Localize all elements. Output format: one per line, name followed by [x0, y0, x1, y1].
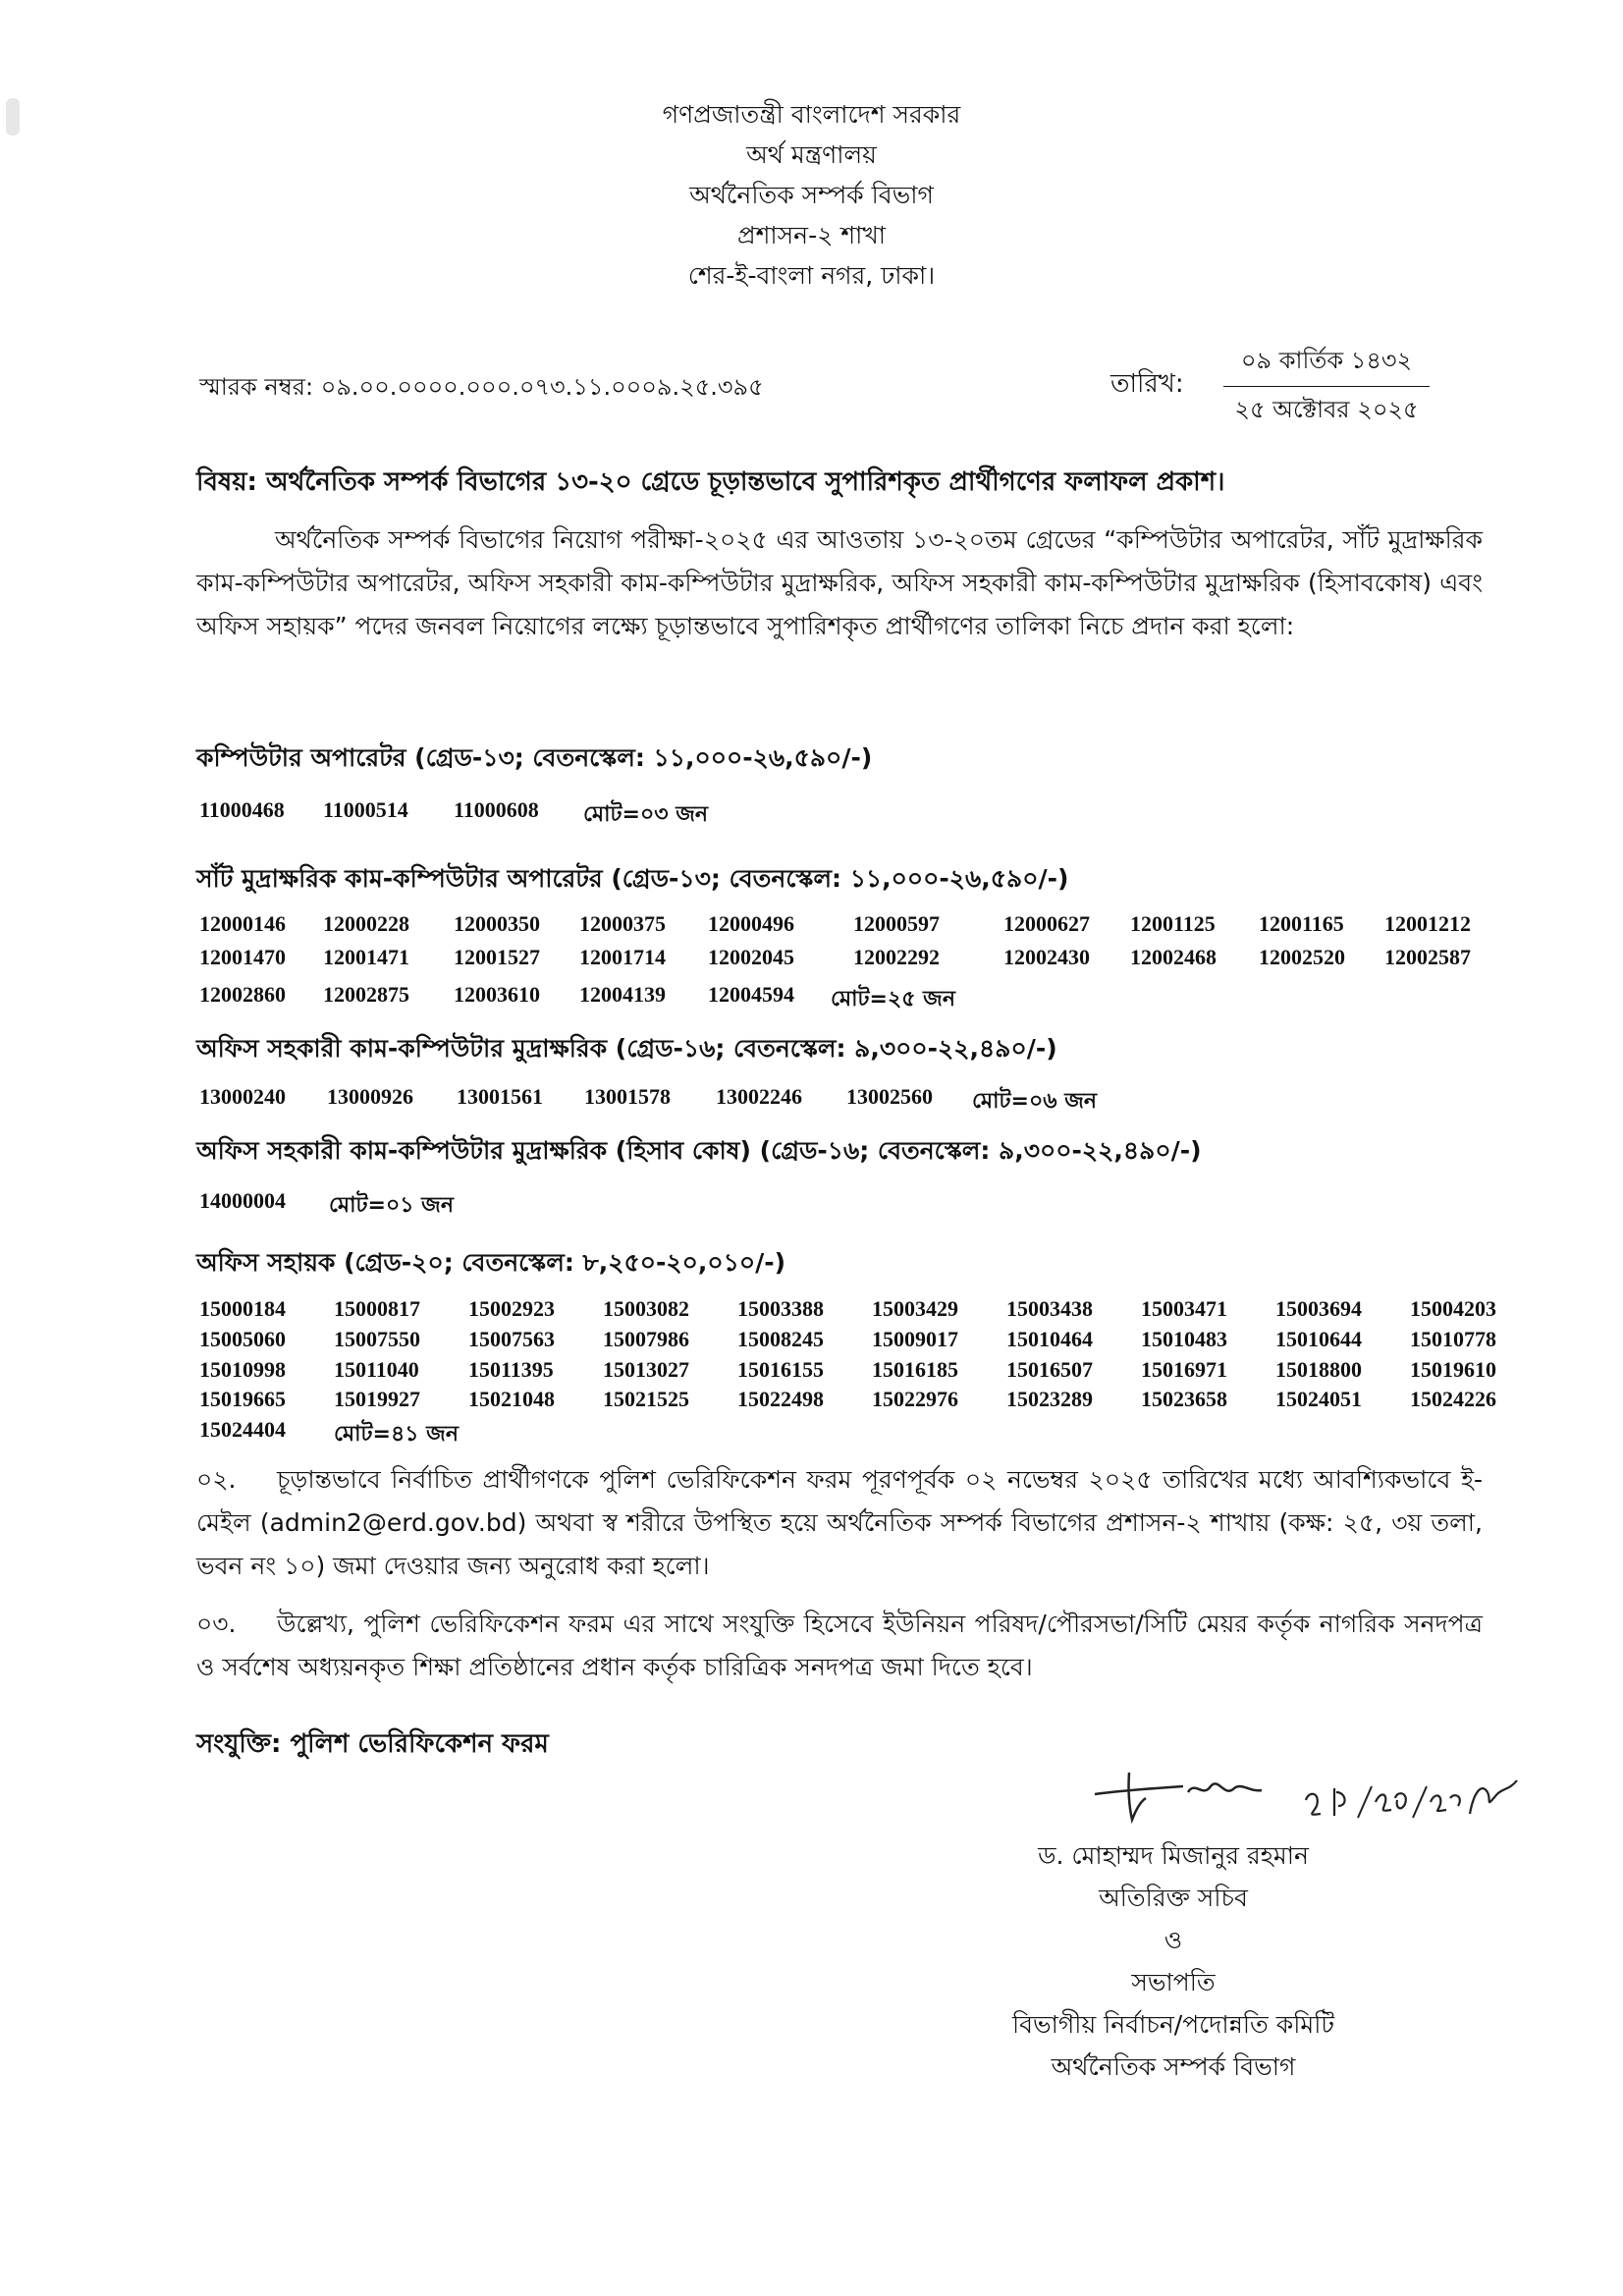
- roll-number: 15007563: [468, 1327, 555, 1351]
- roll-number: 15007986: [603, 1327, 689, 1351]
- date-english: ২৫ অক্টোবর ২০২৫: [1234, 396, 1419, 423]
- section-title-office-helper: অফিস সহায়ক (গ্রেড-২০; বেতনস্কেল: ৮,২৫০-২০,০১০/-): [196, 1248, 786, 1277]
- roll-number: 15003082: [603, 1296, 689, 1321]
- roll-number: 15003429: [872, 1296, 958, 1321]
- section-total: মোট=২৫ জন: [831, 987, 955, 1011]
- roll-number: 12001471: [323, 945, 409, 969]
- signatory-designation: অতিরিক্ত সচিব: [1099, 1884, 1248, 1912]
- roll-number: 15019927: [334, 1387, 420, 1411]
- attachment-line: সংযুক্তি: পুলিশ ভেরিফিকেশন ফরম: [196, 1729, 549, 1759]
- roll-row: [199, 1417, 459, 1453]
- roll-number: 13000926: [327, 1084, 413, 1109]
- paragraph-number: ০২.: [196, 1465, 237, 1494]
- roll-number: 12000597: [853, 911, 940, 936]
- roll-number: 15022976: [872, 1387, 958, 1411]
- roll-number: 15009017: [872, 1327, 958, 1351]
- roll-row: [199, 945, 1471, 970]
- roll-number: 12002860: [199, 982, 286, 1007]
- paragraph-text: উল্লেখ্য, পুলিশ ভেরিফিকেশন ফরম এর সাথে সংযুক্তি হিসেবে ইউনিয়ন পরিষদ/পৌরসভা/সিটি মেয়র কর্তৃক নাগরিক সনদপত্র ও সর্বশেষ অধ্যয়নকৃত শিক্ষা প্রতিষ্ঠানের প্রধান কর্তৃক চারিত্রিক সনদপত্র জমা দিতে হবে।: [196, 1610, 1483, 1681]
- roll-number: 15011040: [334, 1357, 419, 1382]
- roll-number: 15022498: [737, 1387, 824, 1411]
- roll-row: [199, 911, 1471, 937]
- section-total: মোট=০১ জন: [329, 1193, 454, 1218]
- date-label: তারিখ:: [1110, 369, 1184, 399]
- roll-number: 12000627: [1003, 911, 1090, 936]
- memo-number: স্মারক নম্বর: ০৯.০০.০০০০.০০০.০৭৩.১১.০০০৯.২৫.৩৯৫: [199, 373, 764, 401]
- roll-row: [199, 1357, 1496, 1383]
- letterhead: [0, 94, 1623, 296]
- roll-number: 15021048: [468, 1387, 555, 1411]
- roll-number: 15010998: [199, 1357, 286, 1382]
- roll-number: 13001561: [457, 1084, 543, 1109]
- roll-number: 12004139: [579, 982, 666, 1007]
- section-total: মোট=৪১ জন: [334, 1422, 459, 1447]
- roll-number: 15010644: [1275, 1327, 1362, 1351]
- roll-number: 12001527: [454, 945, 540, 969]
- roll-row: [199, 797, 708, 834]
- roll-number: 15003694: [1275, 1296, 1362, 1321]
- roll-number: 12002520: [1259, 945, 1345, 969]
- roll-number: 13000240: [199, 1084, 286, 1109]
- roll-number: 15016155: [737, 1357, 824, 1382]
- roll-number: 12001165: [1259, 911, 1344, 936]
- roll-number: 11000514: [323, 797, 408, 822]
- roll-number: 13002246: [716, 1084, 802, 1109]
- roll-number: 13002560: [846, 1084, 933, 1109]
- roll-number: 15011395: [468, 1357, 554, 1382]
- roll-number: 15016185: [872, 1357, 958, 1382]
- roll-row: [199, 982, 955, 1018]
- roll-number: 12002875: [323, 982, 409, 1007]
- roll-number: 12000375: [579, 911, 666, 936]
- branch-name: প্রশাসন-২ শাখা: [736, 221, 887, 249]
- roll-number: 15019610: [1410, 1357, 1496, 1382]
- roll-number: 12001125: [1130, 911, 1216, 936]
- roll-number: 12002292: [853, 945, 940, 969]
- roll-number: 15023658: [1141, 1387, 1227, 1411]
- roll-number: 12000496: [708, 911, 794, 936]
- government-name: গণপ্রজাতন্ত্রী বাংলাদেশ সরকার: [662, 100, 961, 129]
- roll-number: 14000004: [199, 1188, 286, 1213]
- roll-number: 15000184: [199, 1296, 286, 1321]
- roll-number: 13001578: [584, 1084, 671, 1109]
- roll-number: 12001714: [579, 945, 666, 969]
- roll-number: 15007550: [334, 1327, 420, 1351]
- intro-paragraph: [196, 519, 1483, 648]
- paragraph-02: [196, 1458, 1483, 1588]
- roll-number: 12002468: [1130, 945, 1217, 969]
- roll-number: 12003610: [454, 982, 540, 1007]
- roll-number: 15018800: [1275, 1357, 1362, 1382]
- roll-number: 12000146: [199, 911, 286, 936]
- ministry-name: অর্থ মন্ত্রণালয়: [746, 140, 877, 169]
- section-title-stenographer: সাঁট মুদ্রাক্ষরিক কাম-কম্পিউটার অপারেটর (গ্রেড-১৩; বেতনস্কেল: ১১,০০০-২৬,৫৯০/-): [196, 864, 1069, 893]
- roll-number: 12000350: [454, 911, 540, 936]
- intro-text: অর্থনৈতিক সম্পর্ক বিভাগের নিয়োগ পরীক্ষা-২০২৫ এর আওতায় ১৩-২০তম গ্রেডের “কম্পিউটার অপারেটর, সাঁট মুদ্রাক্ষরিক কাম-কম্পিউটার অপারেটর, অফিস সহকারী কাম-কম্পিউটার মুদ্রাক্ষরিক, অফিস সহকারী কাম-কম্পিউটার মুদ্রাক্ষরিক (হিসাবকোষ) এবং অফিস সহায়ক” পদের জনবল নিয়োগের লক্ষ্যে চূড়ান্তভাবে সুপারিশকৃত প্রার্থীগণের তালিকা নিচে প্রদান করা হলো:: [196, 525, 1483, 640]
- date-box: [1223, 343, 1430, 431]
- roll-number: 15019665: [199, 1387, 286, 1411]
- roll-number: 15010778: [1410, 1327, 1496, 1351]
- section-total: মোট=০৬ জন: [972, 1089, 1098, 1114]
- roll-number: 15024051: [1275, 1387, 1362, 1411]
- paragraph-text: চূড়ান্তভাবে নির্বাচিত প্রার্থীগণকে পুলিশ ভেরিফিকেশন ফরম পূরণপূর্বক ০২ নভেম্বর ২০২৫ তারিখের মধ্যে আবশ্যিকভাবে ই-মেইল (admin2@erd.gov.bd) অথবা স্ব শরীরে উপস্থিত হয়ে অর্থনৈতিক সম্পর্ক বিভাগের প্রশাসন-২ শাখায় (কক্ষ: ২৫, ৩য় তলা, ভবন নং ১০) জমা দেওয়ার জন্য অনুরোধ করা হলো।: [196, 1465, 1483, 1580]
- committee-name: বিভাগীয় নির্বাচন/পদোন্নতি কমিটি: [1011, 2010, 1335, 2039]
- roll-number: 11000468: [199, 797, 285, 822]
- subject-line: বিষয়: অর্থনৈতিক সম্পর্ক বিভাগের ১৩-২০ গ্রেডে চূড়ান্তভাবে সুপারিশকৃত প্রার্থীগণের ফলাফল প্রকাশ।: [196, 467, 1225, 497]
- roll-number: 15024404: [199, 1417, 286, 1442]
- section-title-office-assistant-accounts: অফিস সহকারী কাম-কম্পিউটার মুদ্রাক্ষরিক (হিসাব কোষ) (গ্রেড-১৬; বেতনস্কেল: ৯,৩০০-২২,৪৯০/-): [196, 1136, 1202, 1165]
- roll-number: 15021525: [603, 1387, 689, 1411]
- roll-number: 15024226: [1410, 1387, 1496, 1411]
- roll-number: 15003471: [1141, 1296, 1227, 1321]
- division-name: অর্থনৈতিক সম্পর্ক বিভাগ: [1051, 2052, 1296, 2081]
- roll-row: [199, 1296, 1496, 1322]
- roll-row: [199, 1188, 454, 1225]
- section-title-office-assistant-typist: অফিস সহকারী কাম-কম্পিউটার মুদ্রাক্ষরিক (গ্রেড-১৬; বেতনস্কেল: ৯,৩০০-২২,৪৯০/-): [196, 1034, 1057, 1063]
- division-name: অর্থনৈতিক সম্পর্ক বিভাগ: [689, 181, 934, 209]
- roll-number: 12001470: [199, 945, 286, 969]
- conjunction: ও: [1163, 1926, 1183, 1954]
- signatory-name: ড. মোহাম্মদ মিজানুর রহমান: [1038, 1841, 1309, 1870]
- signatory-block: [972, 1834, 1375, 2088]
- roll-number: 11000608: [454, 797, 539, 822]
- roll-number: 12000228: [323, 911, 409, 936]
- date-bangla: ০৯ কার্তিক ১৪৩২: [1223, 343, 1430, 387]
- roll-number: 15002923: [468, 1296, 555, 1321]
- roll-number: 15003388: [737, 1296, 824, 1321]
- roll-number: 15004203: [1410, 1296, 1496, 1321]
- address: শের-ই-বাংলা নগর, ঢাকা।: [687, 261, 936, 290]
- roll-number: 15010483: [1141, 1327, 1227, 1351]
- roll-row: [199, 1084, 1097, 1121]
- signatory-role: সভাপতি: [1131, 1968, 1216, 1996]
- roll-row: [199, 1387, 1496, 1412]
- roll-number: 15013027: [603, 1357, 689, 1382]
- roll-number: 12004594: [708, 982, 794, 1007]
- paragraph-number: ০৩.: [196, 1610, 237, 1638]
- roll-number: 15008245: [737, 1327, 824, 1351]
- roll-number: 15010464: [1006, 1327, 1093, 1351]
- roll-number: 15023289: [1006, 1387, 1093, 1411]
- roll-number: 15016507: [1006, 1357, 1093, 1382]
- roll-number: 15016971: [1141, 1357, 1227, 1382]
- roll-number: 12002045: [708, 945, 794, 969]
- paragraph-03: [196, 1603, 1483, 1689]
- roll-number: 12001212: [1384, 911, 1471, 936]
- roll-number: 15000817: [334, 1296, 420, 1321]
- handwritten-signature: [1085, 1763, 1537, 1831]
- section-total: মোট=০৩ জন: [583, 802, 709, 827]
- roll-number: 12002430: [1003, 945, 1090, 969]
- roll-number: 15003438: [1006, 1296, 1093, 1321]
- section-title-computer-operator: কম্পিউটার অপারেটর (গ্রেড-১৩; বেতনস্কেল: ১১,০০০-২৬,৫৯০/-): [196, 743, 873, 772]
- roll-row: [199, 1327, 1496, 1352]
- roll-number: 12002587: [1384, 945, 1471, 969]
- roll-number: 15005060: [199, 1327, 286, 1351]
